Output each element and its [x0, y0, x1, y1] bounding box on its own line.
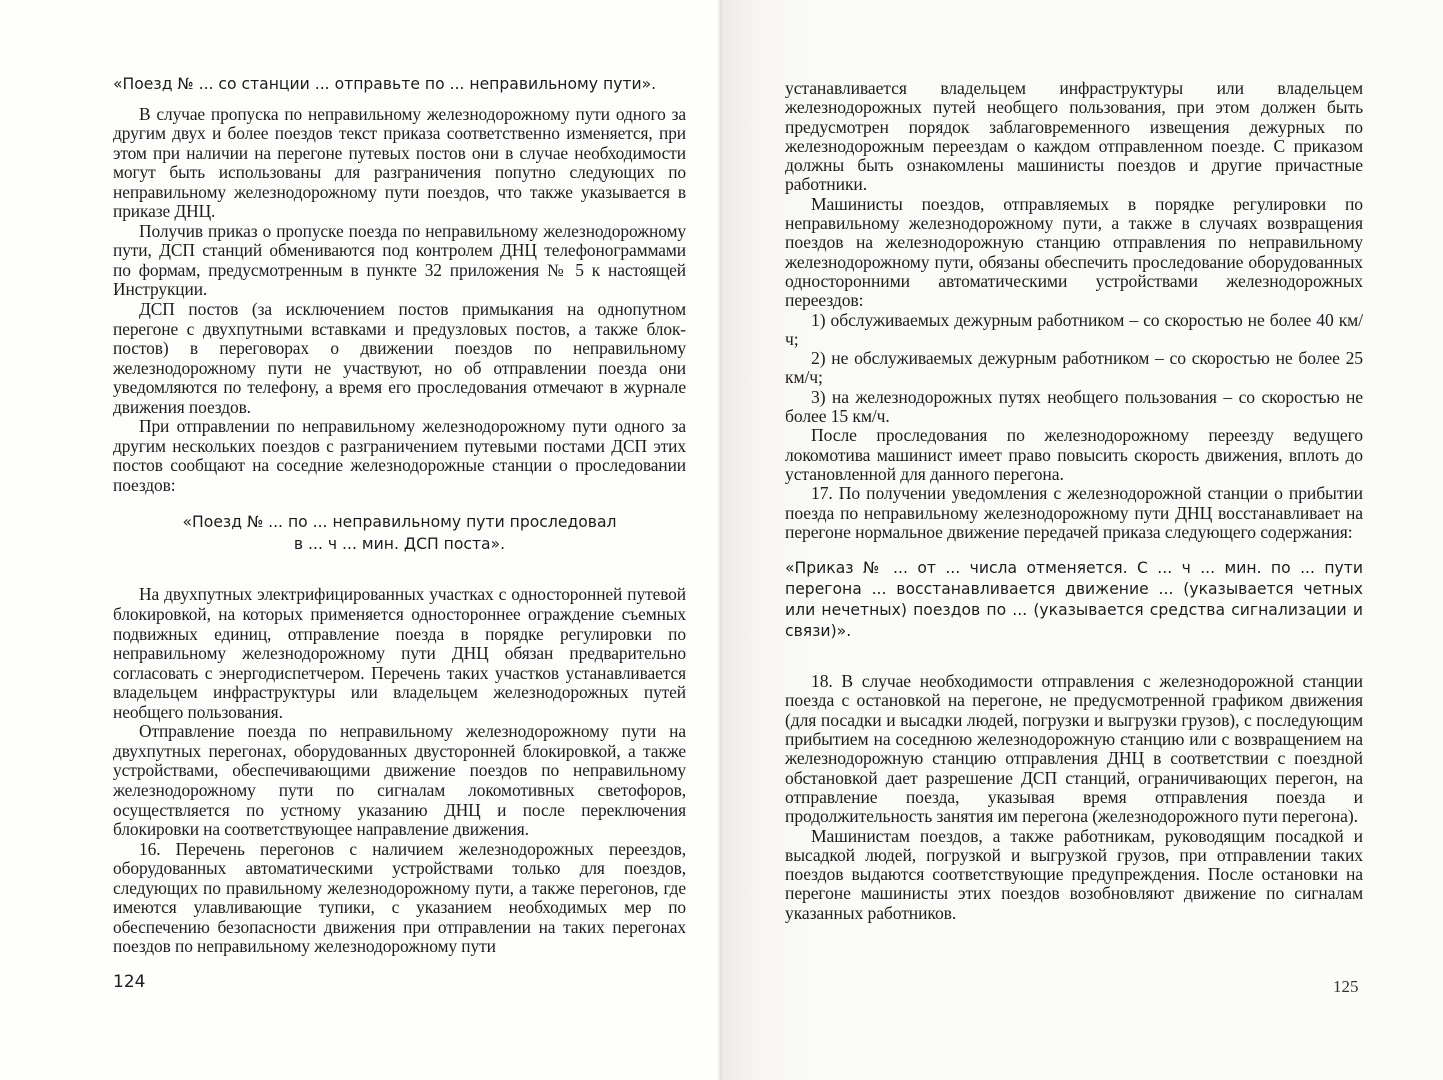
paragraph: Машинисты поездов, отправляемых в порядке регулировки по неправильному железнодорожному пути, а также в случаях возвращения поездов на железнодорожную станцию отправления по неправильному железнодорожному пути, обязаны обеспечить проследование оборудованных односторонними автоматическими устройствами железнодорожных переездов: [785, 193, 1363, 311]
order-text-cancel: «Приказ № ... от ... числа отменяется. С ... ч ... мин. по ... пути перегона ... восстанавливается движение ... (указывается четных или нечетных) поездов по ... (указывается средства сигнализации и связи)». [785, 559, 1363, 641]
paragraph: 17. По получении уведомления с железнодорожной станции о прибытии поезда по неправильному железнодорожному пути ДНЦ восстанавливает на перегоне нормальное движение передачей приказа следующего содержания: [785, 483, 1363, 542]
paragraph: 18. В случае необходимости отправления с железнодорожной станции поезда с остановкой на перегоне, не предусмотренной графиком движения (для посадки и высадки людей, погрузки и выгрузки грузов), с последующим прибытием на соседнюю железнодорожную станцию или с возвращением на железнодорожную станцию отправления ДНЦ в соответствии с поездной обстановкой дает разрешение ДСП станций, ограничивающих перегон, на отправление поезда, указывая время отправления поезда и продолжительность занятия им перегона (железнодорожного пути перегона). [785, 671, 1363, 827]
list-item: 1) обслуживаемых дежурным работником – со скоростью не более 40 км/ч; [785, 309, 1363, 349]
page-number: 125 [1333, 977, 1359, 996]
right-page-text [785, 79, 1363, 923]
paragraph: Отправление поезда по неправильному железнодорожному пути на двухпутных перегонах, оборудованных двусторонней блокировкой, а также устройствами, обеспечивающими движение поездов по неправильному железнодорожному пути по сигналам локомотивных светофоров, осуществляется по устному указанию ДНЦ и после переключения блокировки на соответствующее направление движения. [113, 721, 686, 840]
paragraph: На двухпутных электрифицированных участках с односторонней путевой блокировкой, на которых применяется одностороннее ограждение съемных подвижных единиц, отправление поезда в порядке регулировки по неправильному железнодорожному пути ДНЦ обязан предварительно согласовать с энергодиспетчером. Перечень таких участков устанавливается владельцем инфраструктуры или владельцем железнодорожных путей необщего пользования. [113, 584, 686, 722]
order-text-line: «Поезд № ... по ... неправильному пути проследовал [182, 513, 617, 532]
paragraph: ДСП постов (за исключением постов примыкания на однопутном перегоне с двухпутными вставками и предузловых постов, а также блок-постов) в переговорах о движении поездов по неправильному железнодорожному пути не участвуют, но об отправлении поезда они уведомляются по телефону, а время его проследования отмечают в журнале движения поездов. [113, 299, 686, 417]
paragraph: Машинистам поездов, а также работникам, руководящим посадкой и высадкой людей, погрузкой и выгрузкой грузов, при отправлении таких поездов выдаются соответствующие предупреждения. После остановки на перегоне машинисты этих поездов возобновляют движение по сигналам указанных работников. [785, 825, 1363, 923]
list-item: 2) не обслуживаемых дежурным работником – со скоростью не более 25 км/ч; [785, 348, 1363, 388]
paragraph: 16. Перечень перегонов с наличием железнодорожных переездов, оборудованных автоматическими устройствами только для поездов, следующих по правильному железнодорожному пути, а также перегонов, где имеются улавливающие тупики, с указанием необходимых мер по обеспечению безопасности движения при отправлении на таких перегонах поездов по неправильному железнодорожному пути [113, 838, 686, 957]
paragraph: устанавливается владельцем инфраструктуры или владельцем железнодорожных путей необщего пользования, при этом должен быть предусмотрен порядок заблаговременного извещения дежурных по железнодорожным переездам о каждом отправленном поезде. С приказом должны быть ознакомлены машинисты поездов и другие причастные работники. [785, 78, 1363, 195]
paragraph: После проследования по железнодорожному переезду ведущего локомотива машинист имеет право повысить скорость движения, вплоть до установленной для данного перегона. [785, 425, 1363, 484]
order-text-departure: «Поезд № ... со станции ... отправьте по ... неправильному пути». [113, 75, 657, 93]
order-text-line: в ... ч ... мин. ДСП поста». [293, 535, 506, 554]
list-item: 3) на железнодорожных путях необщего пользования – со скоростью не более 15 км/ч. [785, 386, 1363, 427]
paragraph: При отправлении по неправильному железнодорожному пути одного за другим нескольких поездов с разграничением путевыми постами ДСП этих постов сообщают на соседние железнодорожные станции о проследовании поездов: [113, 416, 686, 495]
page-number: 124 [113, 972, 146, 992]
left-page-text [113, 75, 686, 957]
paragraph: Получив приказ о пропуске поезда по неправильному железнодорожному пути, ДСП станций обмениваются под контролем ДНЦ телефонограммами по формам, предусмотренным в пункте 32 приложения № 5 к настоящей Инструкции. [113, 220, 686, 300]
order-text-passage [113, 511, 686, 555]
right-page [722, 0, 1443, 1080]
paragraph: В случае пропуска по неправильному железнодорожному пути одного за другим двух и более поездов текст приказа соответственно изменяется, при этом при наличии на перегоне путевых постов они в случае необходимости могут быть использованы для разграничения попутно следующих по неправильному железнодорожному пути поездов, что также указывается в приказе ДНЦ. [113, 103, 686, 222]
